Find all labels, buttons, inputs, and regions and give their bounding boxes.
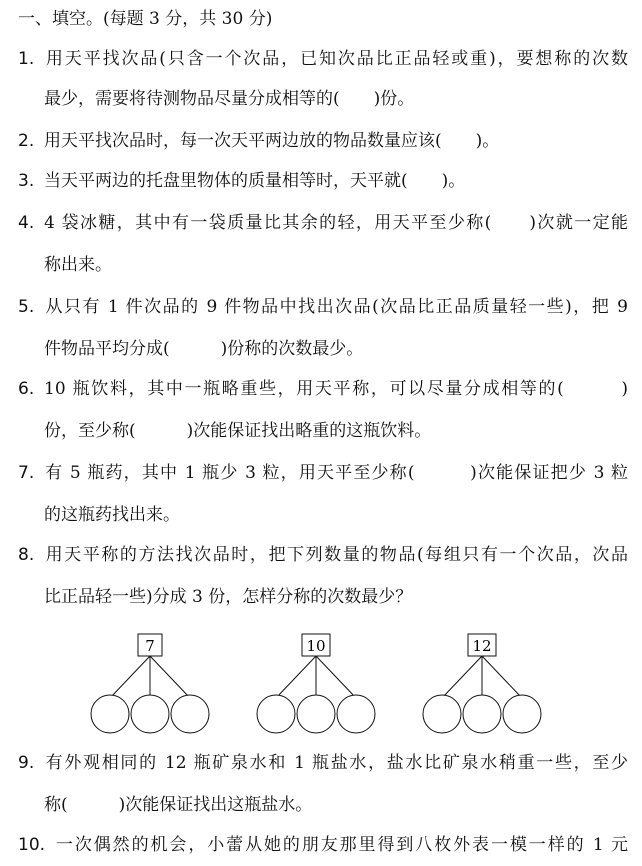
section-title: 一、填空。(每题 3 分，共 30 分) <box>18 9 273 29</box>
question-text: 一次偶然的机会，小蕾从她的朋友那里得到八枚外表一模一样的 1 元 <box>54 835 628 855</box>
question-text-cont: 份，至少称( )次能保证找出略重的这瓶饮料。 <box>44 421 432 441</box>
question-number: 5. <box>18 297 35 317</box>
question-text: 用天平找次品时，每一次天平两边放的物品数量应该( )。 <box>44 131 500 151</box>
question-text: 用天平找次品(只含一个次品，已知次品比正品轻或重)，要想称的次数 <box>44 49 628 69</box>
answer-circle[interactable] <box>257 695 295 733</box>
question-text-cont: 称( )次能保证找出这瓶盐水。 <box>44 795 313 815</box>
question-number: 8. <box>18 545 35 565</box>
answer-circle[interactable] <box>91 695 129 733</box>
question-8 <box>18 534 628 576</box>
question-10 <box>18 824 628 866</box>
question-text-cont: 称出来。 <box>44 255 112 275</box>
split-diagrams <box>0 630 642 734</box>
question-text: 从只有 1 件次品的 9 件物品中找出次品(次品比正品质量轻一些)，把 9 <box>44 297 628 317</box>
answer-circle[interactable] <box>463 695 501 733</box>
question-6-cont <box>18 410 628 452</box>
question-number: 4. <box>18 213 35 233</box>
answer-circle[interactable] <box>423 695 461 733</box>
question-5-cont <box>18 328 628 370</box>
value-label: 10 <box>306 637 326 655</box>
answer-circle[interactable] <box>131 695 169 733</box>
question-9 <box>18 742 628 784</box>
question-6 <box>18 368 628 410</box>
question-2 <box>18 120 628 162</box>
question-number: 7. <box>18 463 35 483</box>
question-text: 用天平称的方法找次品时，把下列数量的物品(每组只有一个次品，次品 <box>44 545 628 565</box>
tree-diagram-10 <box>257 634 375 733</box>
answer-circle[interactable] <box>503 695 541 733</box>
question-number: 6. <box>18 379 35 399</box>
value-label: 7 <box>145 637 155 655</box>
question-7 <box>18 452 628 494</box>
value-label: 12 <box>472 637 492 655</box>
answer-circle[interactable] <box>171 695 209 733</box>
question-text-cont: 的这瓶药找出来。 <box>44 505 180 525</box>
question-text-cont: 比正品轻一些)分成 3 份，怎样分称的次数最少？ <box>44 587 413 607</box>
question-5 <box>18 286 628 328</box>
question-number: 9. <box>18 753 35 773</box>
tree-diagram-7 <box>91 634 209 733</box>
question-text-cont: 件物品平均分成( )份称的次数最少。 <box>44 339 364 359</box>
question-number: 10. <box>18 835 46 855</box>
question-text-cont: 最少，需要将待测物品尽量分成相等的( )份。 <box>44 89 415 109</box>
question-7-cont <box>18 494 628 536</box>
question-1-cont <box>18 78 628 120</box>
question-text: 有 5 瓶药，其中 1 瓶少 3 粒，用天平至少称( )次能保证把少 3 粒 <box>44 463 628 483</box>
question-4 <box>18 202 628 244</box>
question-1 <box>18 38 628 80</box>
question-8-cont <box>18 576 628 618</box>
question-9-cont <box>18 784 628 826</box>
question-number: 1. <box>18 49 35 69</box>
question-3 <box>18 160 628 202</box>
question-4-cont <box>18 244 628 286</box>
question-text: 10 瓶饮料，其中一瓶略重些，用天平称，可以尽量分成相等的( ) <box>44 379 628 399</box>
question-text: 4 袋冰糖，其中有一袋质量比其余的轻，用天平至少称( )次就一定能 <box>44 213 628 233</box>
answer-circle[interactable] <box>297 695 335 733</box>
question-number: 3. <box>18 171 35 191</box>
question-number: 2. <box>18 131 35 151</box>
question-text: 当天平两边的托盘里物体的质量相等时，天平就( )。 <box>44 171 466 191</box>
split-diagrams-svg <box>0 630 642 734</box>
question-text: 有外观相同的 12 瓶矿泉水和 1 瓶盐水，盐水比矿泉水稍重一些，至少 <box>44 753 628 773</box>
answer-circle[interactable] <box>337 695 375 733</box>
tree-diagram-12 <box>423 634 541 733</box>
